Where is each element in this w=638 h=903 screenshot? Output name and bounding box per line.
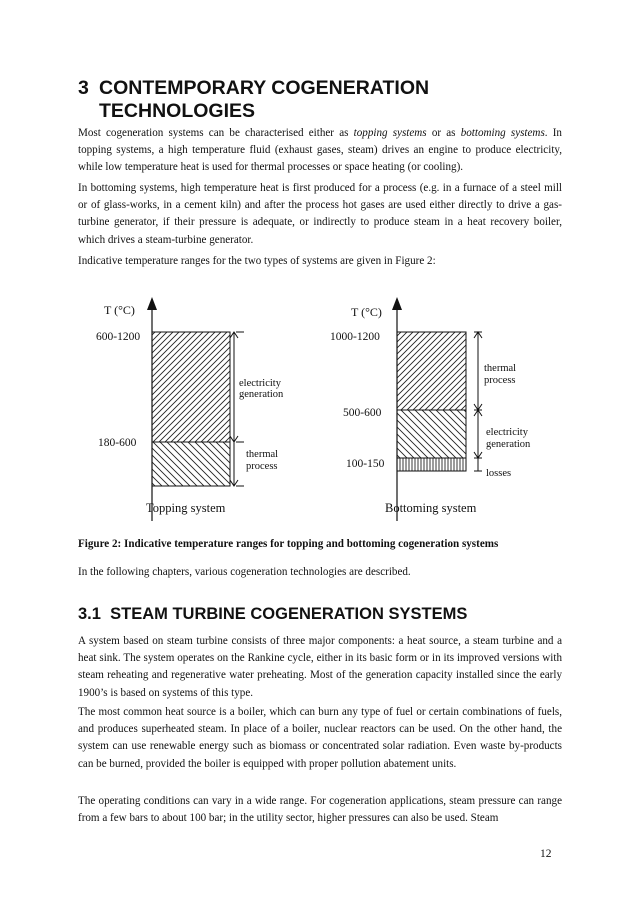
intro-p1-text-a: Most cogeneration systems can be characterised either as <box>78 127 354 139</box>
chapter-number: 3 <box>78 77 89 99</box>
bottoming-upper-label-2: process <box>484 375 516 386</box>
bottoming-lower-label: losses <box>486 468 512 479</box>
section-title: STEAM TURBINE COGENERATION SYSTEMS <box>110 605 468 623</box>
figure-2-temperature-ranges <box>78 283 550 526</box>
topping-upper-range: 600-1200 <box>96 331 141 343</box>
topping-lower-range: 180-600 <box>98 437 137 449</box>
intro-paragraph-1 <box>78 125 562 177</box>
bottoming-middle-label-1: electricity <box>486 427 528 438</box>
bottoming-axis-label: T (°C) <box>351 305 382 319</box>
topping-lower-block <box>152 442 230 486</box>
chapter-title-line2: TECHNOLOGIES <box>99 100 256 122</box>
section-number: 3.1 <box>78 605 101 623</box>
bottoming-middle-block <box>397 410 466 458</box>
chapter-title-line1: CONTEMPORARY COGENERATION <box>99 77 430 99</box>
figure-caption: Figure 2: Indicative temperature ranges for topping and bottoming cogeneration systems <box>78 538 499 550</box>
topping-upper-label-1: electricity <box>239 378 281 389</box>
section-paragraph-3: The operating conditions can vary in a wide range. For cogeneration applications, steam pressure can range from a few bars to about 100 bar; in the utility sector, higher pressures can also be used. Steam <box>78 795 562 825</box>
bottoming-systems-term: bottoming systems <box>460 127 545 139</box>
bottoming-diagram <box>330 297 531 521</box>
chapter-heading <box>78 77 578 123</box>
section-paragraph-1: A system based on steam turbine consists of three major components: a heat source, a steam turbine and a heat sink. The system operates on the Rankine cycle, either in its basic form or in its improved versions with steam reheating and regenerative water preheating. Most of the generation capacity installed since the early 1900’s is based on systems of this type. <box>78 635 562 699</box>
topping-title: Topping system <box>146 501 226 515</box>
topping-axis-arrow-icon <box>147 297 157 310</box>
intro-p1-text-c: . In topping systems, a high temperature fluid (exhaust gases, steam) drives an engine to produce electricity, while low temperature heat is used for thermal processes or space heating (or cooling). <box>78 127 562 174</box>
intro-paragraph-2: In bottoming systems, high temperature heat is first produced for a process (e.g. in a furnace of a steel mill or of glass-works, in a cement kiln) and after the process hot gases are used either directly to drive a gas-turbine generator, if their pressure is adequate, or indirectly to produce steam in a heat recovery boiler, which drives a steam-turbine generator. <box>78 182 562 246</box>
page-number: 12 <box>540 848 552 860</box>
topping-upper-block <box>152 332 230 442</box>
topping-axis-label: T (°C) <box>104 303 135 317</box>
bottoming-upper-label-1: thermal <box>484 363 517 374</box>
intro-paragraph-3: Indicative temperature ranges for the two types of systems are given in Figure 2: <box>78 255 436 267</box>
bottoming-middle-label-2: generation <box>486 439 531 450</box>
bottoming-upper-range: 1000-1200 <box>330 331 380 343</box>
topping-upper-label-2: generation <box>239 389 284 400</box>
topping-diagram <box>96 297 284 521</box>
topping-lower-label-2: process <box>246 461 278 472</box>
bottoming-middle-range: 500-600 <box>343 407 382 419</box>
bottoming-lower-range: 100-150 <box>346 458 385 470</box>
intro-p1-text-b: or as <box>426 127 461 139</box>
section-heading <box>78 604 578 624</box>
bottoming-upper-block <box>397 332 466 410</box>
after-figure-paragraph: In the following chapters, various cogeneration technologies are described. <box>78 566 411 578</box>
section-paragraph-2: The most common heat source is a boiler, which can burn any type of fuel or certain combinations of fuels, and produces superheated steam. In place of a boiler, nuclear reactors can be used. On the other hand, the system can use renewable energy such as biomass or concentrated solar radiation. Even waste by-products can be burned, provided the boiler is equipped with proper pollution abatement units. <box>78 706 562 770</box>
bottoming-title: Bottoming system <box>385 501 477 515</box>
topping-lower-label-1: thermal <box>246 449 279 460</box>
topping-systems-term: topping systems <box>353 127 427 139</box>
bottoming-axis-arrow-icon <box>392 297 402 310</box>
bottoming-lower-block <box>397 458 466 471</box>
